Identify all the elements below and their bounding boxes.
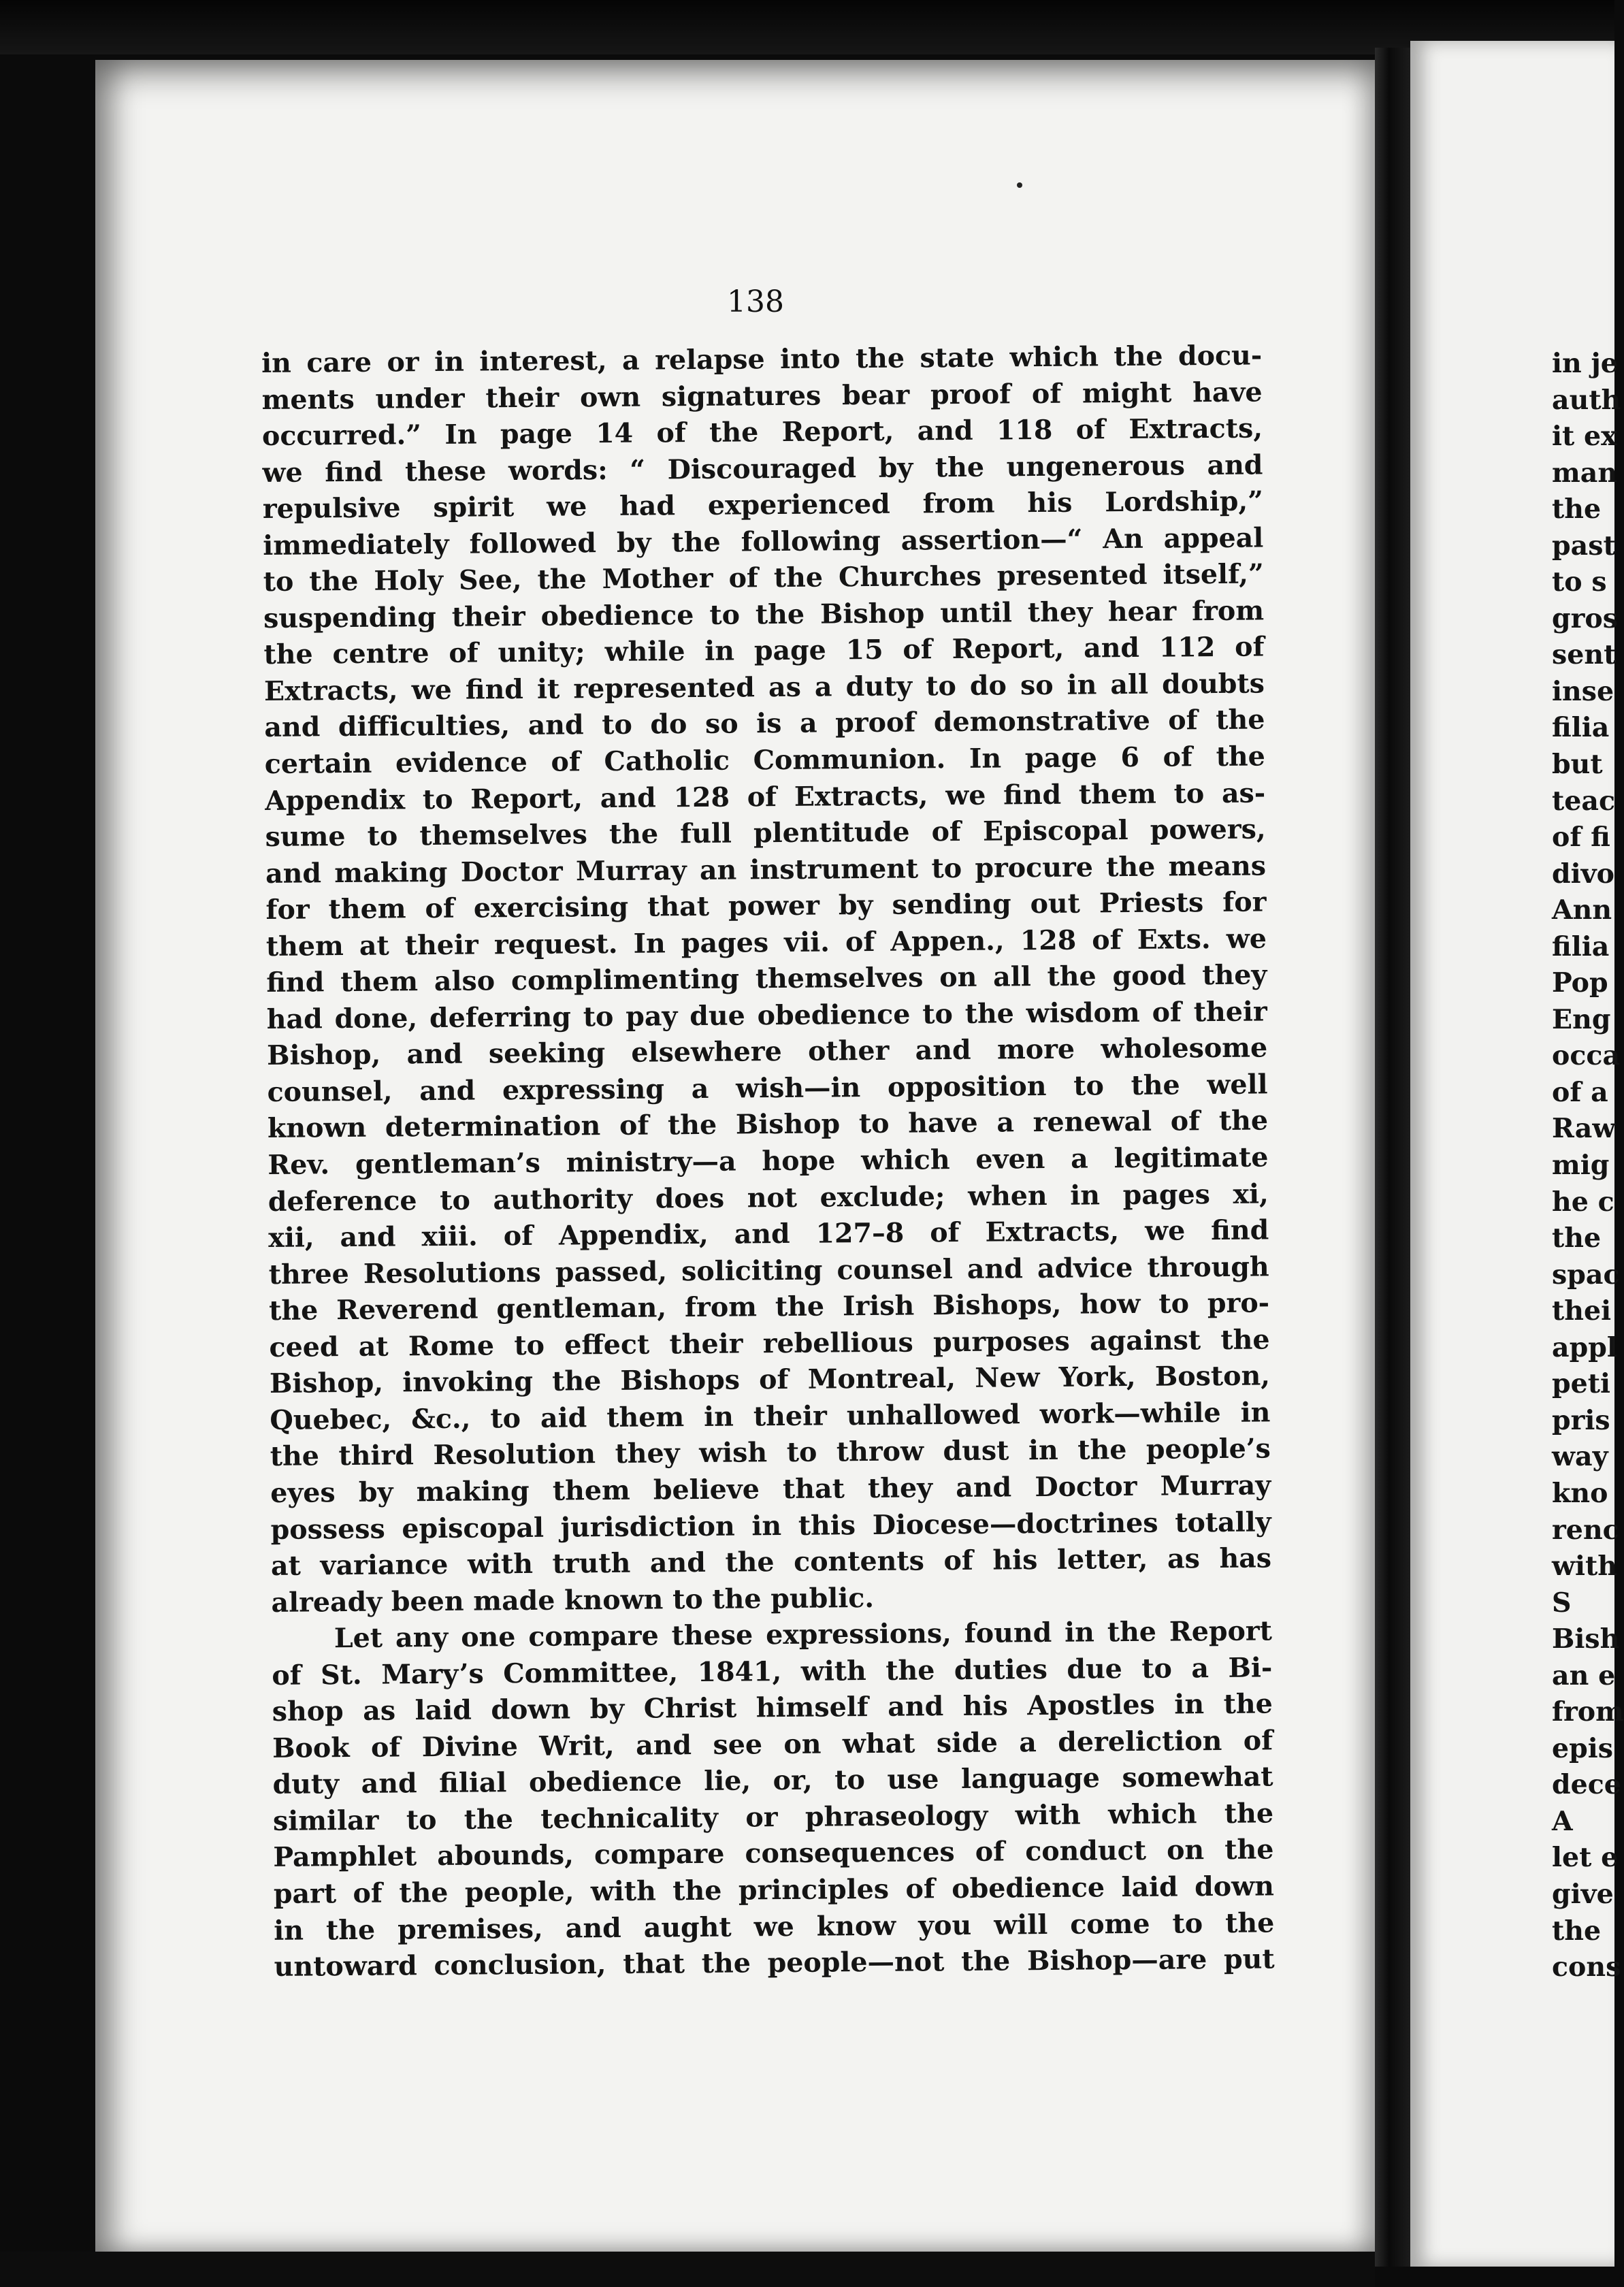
facing-text-line: pris — [1552, 1404, 1610, 1436]
facing-text-line: filia — [1552, 930, 1610, 962]
facing-text-line: Raw — [1552, 1113, 1616, 1145]
facing-text-line: Ann — [1552, 894, 1612, 926]
book-gutter — [1375, 48, 1410, 2267]
text-line: certain evidence of Catholic Communion. In page 6 of the — [264, 741, 1265, 780]
text-line: Pamphlet abounds, compare consequences of conduct on the — [273, 1834, 1274, 1874]
text-line: of St. Mary’s Committee, 1841, with the duties due to a Bi- — [272, 1652, 1273, 1691]
text-line: untoward conclusion, that the people—not the Bishop—are put — [274, 1943, 1275, 1983]
text-line: immediately followed by the following assertion—“ An appeal — [263, 522, 1264, 562]
facing-text-line: dece — [1552, 1769, 1621, 1801]
text-line: for them of exercising that power by sending out Priests for — [265, 886, 1267, 926]
facing-text-line: A — [1552, 1805, 1573, 1837]
facing-text-line: teac — [1552, 785, 1616, 817]
facing-text-line: man — [1552, 457, 1618, 489]
facing-text-line: way — [1552, 1441, 1608, 1473]
text-line: in the premises, and aught we know you will come to the — [274, 1907, 1275, 1947]
facing-text-line: an e — [1552, 1659, 1616, 1691]
facing-text-line: peti — [1552, 1368, 1611, 1400]
text-line: similar to the technicality or phraseology with which the — [272, 1798, 1274, 1837]
text-line: Bishop, invoking the Bishops of Montreal, New York, Boston, — [269, 1360, 1271, 1400]
facing-text-line: the — [1552, 493, 1602, 525]
facing-text-line: it ex — [1552, 421, 1617, 453]
text-line: Appendix to Report, and 128 of Extracts, we find them to as- — [265, 777, 1266, 817]
facing-page-text — [1552, 346, 1624, 1986]
facing-text-line: of a — [1552, 1076, 1608, 1108]
facing-text-line: filia — [1552, 712, 1610, 744]
text-line: and making Doctor Murray an instrument to procure the means — [265, 850, 1267, 890]
text-line: them at their request. In pages vii. of Appen., 128 of Exts. we — [265, 923, 1267, 962]
scan-border-bottom — [0, 2252, 1375, 2287]
text-line: the centre of unity; while in page 15 of Report, and 112 of — [263, 631, 1265, 671]
facing-text-line: from — [1552, 1696, 1624, 1728]
text-line: sume to themselves the full plentitude of Episcopal powers, — [265, 813, 1266, 854]
text-line: to the Holy See, the Mother of the Churches presented itself,” — [263, 558, 1264, 598]
text-line: part of the people, with the principles of obedience laid down — [273, 1870, 1275, 1910]
facing-text-line: epis — [1552, 1732, 1613, 1764]
facing-text-line: mig — [1552, 1150, 1610, 1182]
text-line: known determination of the Bishop to have a renewal of the — [267, 1105, 1269, 1145]
facing-text-line: Eng — [1552, 1003, 1611, 1035]
text-line: the third Resolution they wish to throw dust in the people’s — [270, 1433, 1271, 1473]
text-line: possess episcopal jurisdiction in this Diocese—doctrines totally — [270, 1506, 1271, 1546]
page-number: 138 — [727, 285, 784, 319]
facing-text-line: the — [1552, 1222, 1602, 1254]
text-line: Extracts, we find it represented as a duty to do so in all doubts — [263, 668, 1265, 707]
text-line: ments under their own signatures bear proof of might have — [261, 376, 1263, 416]
facing-text-line: he c — [1552, 1186, 1614, 1218]
facing-text-line: of fi — [1552, 822, 1610, 854]
facing-text-line: give — [1552, 1878, 1614, 1910]
text-line: we find these words: “ Discouraged by the ungenerous and — [262, 449, 1263, 489]
facing-text-line: spac — [1552, 1259, 1620, 1291]
facing-text-line: appl — [1552, 1331, 1617, 1363]
text-line: shop as laid down by Christ himself and his Apostles in the — [272, 1688, 1273, 1728]
facing-text-line: in je — [1552, 348, 1618, 379]
facing-text-line: occa — [1552, 1040, 1621, 1072]
facing-text-line: with — [1552, 1551, 1617, 1583]
text-line: Rev. gentleman’s ministry—a hope which even a legitimate — [267, 1141, 1269, 1181]
facing-text-line: past — [1552, 530, 1616, 562]
text-line: Book of Divine Writ, and see on what side a dereliction of — [272, 1725, 1273, 1764]
facing-text-line: divo — [1552, 858, 1614, 890]
text-line: eyes by making them believe that they and Doctor Murray — [270, 1470, 1271, 1509]
text-line: suspending their obedience to the Bishop until they hear from — [263, 595, 1265, 634]
text-line: find them also complimenting themselves on all the good they — [266, 959, 1267, 999]
text-line: counsel, and expressing a wish—in opposition to the well — [267, 1069, 1268, 1108]
text-line: at variance with truth and the contents of his letter, as has — [270, 1542, 1272, 1582]
page-body-text — [261, 338, 1275, 1985]
text-line: xii, and xiii. of Appendix, and 127–8 of Extracts, we find — [268, 1214, 1269, 1254]
text-line: Bishop, and seeking elsewhere other and more wholesome — [267, 1032, 1268, 1072]
text-line: had done, deferring to pay due obedience to the wisdom of their — [266, 996, 1267, 1035]
facing-text-line: inse — [1552, 675, 1614, 707]
facing-text-line: gros — [1552, 602, 1619, 634]
facing-text-line: to s — [1552, 566, 1607, 598]
ink-speck — [1017, 182, 1022, 188]
facing-text-line: sent — [1552, 639, 1617, 671]
facing-text-line: thei — [1552, 1295, 1612, 1327]
scan-border-top — [0, 0, 1614, 54]
text-line: Let any one compare these expressions, found in the Report — [334, 1615, 1273, 1655]
facing-text-line: but — [1552, 749, 1603, 781]
facing-text-line: Pop — [1552, 967, 1608, 999]
facing-text-line: renc — [1552, 1514, 1619, 1546]
facing-text-line: auth — [1552, 384, 1621, 416]
text-line: and difficulties, and to do so is a proof demonstrative of the — [264, 704, 1265, 744]
facing-text-line: the — [1552, 1915, 1602, 1947]
text-line: ceed at Rome to effect their rebellious purposes against the — [269, 1324, 1270, 1363]
facing-text-line: let e — [1552, 1842, 1619, 1874]
facing-text-line: S — [1552, 1587, 1572, 1619]
text-line: in care or in interest, a relapse into the state which the docu- — [261, 340, 1263, 379]
facing-text-line: cons — [1552, 1951, 1621, 1983]
text-line: Quebec, &c., to aid them in their unhallowed work—while in — [270, 1397, 1271, 1436]
text-line: the Reverend gentleman, from the Irish Bishops, how to pro- — [268, 1287, 1270, 1327]
text-line: deference to authority does not exclude; when in pages xi, — [267, 1178, 1269, 1218]
text-line: duty and filial obedience lie, or, to use language somewhat — [272, 1761, 1273, 1801]
facing-text-line: Bish — [1552, 1623, 1620, 1655]
facing-text-line: kno — [1552, 1477, 1608, 1509]
text-line: repulsive spirit we had experienced from his Lordship,” — [262, 485, 1264, 525]
text-line: occurred.” In page 14 of the Report, and 118 of Extracts, — [261, 412, 1263, 453]
text-line: three Resolutions passed, soliciting counsel and advice through — [268, 1251, 1269, 1291]
text-line: already been made known to the public. — [271, 1582, 875, 1619]
